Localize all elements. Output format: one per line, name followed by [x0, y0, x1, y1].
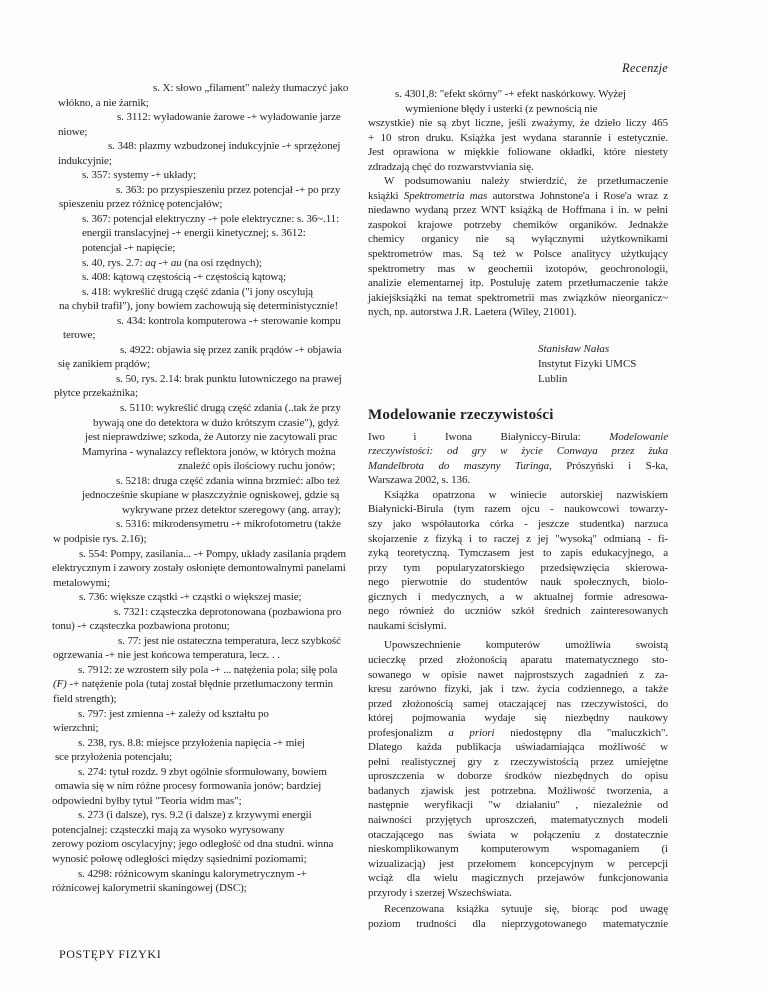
reviewer-signature-block [368, 342, 668, 387]
text: s. 348: plazmy wzbudzonej indukcyjnie -+ sprzężonej [108, 140, 341, 153]
text-line [52, 241, 370, 256]
text: Białynicki-Birula (tym razem ojcu - naukowcowi towarzy- [368, 503, 668, 516]
text-line [368, 276, 668, 291]
text-line [368, 604, 668, 619]
text-line [52, 837, 370, 852]
text: s. 238, rys. 8.8: miejsce przyłożenia napięcia -+ miej [78, 736, 305, 749]
text-line [52, 416, 370, 431]
text-line [52, 765, 370, 780]
text-line [52, 852, 370, 867]
text-line [368, 218, 668, 233]
text-line [52, 81, 370, 96]
text: s. 274: tytuł rozdz. 9 zbyt ogólnie sformułowany, bowiem [78, 765, 327, 778]
text: następnie weryfikacji "w działaniu" , niezależnie od [368, 799, 668, 812]
text: -+ natężenie pola (tutaj został błędnie przetłumaczony termin [66, 678, 334, 691]
text-line [368, 473, 668, 488]
text: s. 5316: mikrodensymetru -+ mikrofotometru (także [116, 518, 341, 531]
text: naukami ścisłymi. [368, 619, 447, 632]
text-line [368, 247, 668, 262]
text: zerowy poziom oscylacyjny; jego odległość od dna studni. winna [52, 838, 334, 851]
reviewer-city: Lublin [538, 372, 568, 385]
text-line [368, 160, 668, 175]
text-line [368, 842, 668, 857]
text: s. 418: wykreślić drugą część zdania ("i jony oscylują [82, 285, 313, 298]
running-head: Recenzje [621, 61, 668, 75]
text: wizualizacją) jest przełomem koncepcyjnym w percepcji [368, 857, 668, 870]
text: poziom trudności dla nieprzygotowanego matematycznie [368, 917, 668, 930]
text-line [52, 532, 370, 547]
text: s. 40, rys. 2.7: [82, 256, 146, 269]
text-line [52, 605, 370, 620]
text-line [52, 96, 370, 111]
text-line [52, 488, 370, 503]
text: której pojmowania wydaje się niezbędny naukowy [368, 712, 668, 725]
text: jednocześnie skupiane w płaszczyźnie ogniskowej, gdzie są [82, 489, 340, 502]
text: niedawno wydaną przez WNT książką de Hoffmana i in. w pełni [368, 204, 668, 217]
text-line [368, 857, 668, 872]
text: Dlatego każda publikacja uświadamiająca możliwość w [368, 741, 668, 754]
text-line [368, 917, 668, 932]
text: sowanego w opisie nawet najprostszych zagadnień z za- [368, 668, 668, 681]
text: omawia się w nim różne procesy formowania jonów; bardziej [55, 780, 322, 793]
text: nieskomplikowanym komputerowym wspomaganiem (i [368, 843, 668, 856]
text: s. 736: większe cząstki -+ cząstki o większej masie; [79, 591, 302, 604]
text-line [368, 232, 668, 247]
text: W podsumowaniu należy stwierdzić, że przetłumaczenie [384, 175, 668, 188]
text: odpowiedni byłby tytuł "Teoria widm mas"; [52, 794, 242, 807]
text-line [368, 532, 668, 547]
text-line [52, 299, 370, 314]
review-body [368, 430, 668, 932]
text-line [368, 517, 668, 532]
text: na chybił trafił"), jony bowiem zachowują się deterministycznie! [59, 300, 339, 313]
text-line [368, 697, 668, 712]
text-line [52, 561, 370, 576]
text-line [368, 430, 668, 445]
text-line [368, 726, 668, 741]
text: niedostępny dla "maluczkich". [494, 726, 669, 739]
text: znaleźć opis ilościowy ruchu jonów; [178, 460, 336, 473]
text-line [368, 784, 668, 799]
italic-text: Modelowanie [609, 430, 668, 443]
text: gicznych i medycznych, a w aktualnej formie adresowa- [368, 590, 668, 603]
text: s. 50, rys. 2.14: brak punktu lutowniczego na prawej [116, 372, 342, 385]
text-line [52, 139, 370, 154]
text-line [368, 87, 668, 102]
text-line [368, 291, 668, 306]
text-line [368, 189, 668, 204]
text: s. 5218: druga część zdania winna brzmieć: albo też [116, 474, 340, 487]
text: badanych zjawisk jest potrzebna. Możliwość tworzenia, a [368, 784, 668, 797]
text: wierzchni; [53, 722, 99, 735]
right-column [368, 87, 668, 931]
text: jakiejśksiążki na temat spektrometrii mas związków nieorganicz~ [368, 291, 668, 304]
text: przyrody i szerzej Wszechświata. [368, 886, 512, 899]
text-line [52, 677, 370, 692]
text-line [52, 547, 370, 562]
text: sce przyłożenia potencjału; [55, 751, 173, 764]
text: potencjał -+ napięcie; [82, 242, 176, 255]
italic-text: (F) [53, 678, 67, 691]
text-line [52, 459, 370, 474]
text: bywają one do detektora w dużo krótszym czasie"), gdyż [93, 416, 339, 429]
text-line [368, 871, 668, 886]
left-column-errata-list [52, 81, 370, 896]
text-line [368, 755, 668, 770]
text-line [368, 798, 668, 813]
text: , Prószyński i S-ka, [549, 459, 668, 472]
text: tonu) -+ cząsteczka pozbawiona protonu; [52, 620, 230, 633]
text-line [368, 131, 668, 146]
text-line [52, 430, 370, 445]
text-line [368, 459, 668, 474]
text-line [368, 546, 668, 561]
italic-text: Spektrometria mas [403, 189, 488, 202]
text-line [52, 808, 370, 823]
text: -+ [155, 256, 171, 269]
text: s. 367: potencjał elektryczny -+ pole elektryczne: s. 36~.11: [82, 212, 340, 225]
italic-text: a priori [448, 726, 495, 739]
text-line [368, 638, 668, 653]
text: płytce przekaźnika; [54, 387, 138, 400]
text: spieszeniu przez różnicę potencjałów; [59, 198, 223, 211]
text: wciąż dla wielu magicznych przejawów funkcjonowania [368, 872, 668, 885]
text-line [52, 270, 370, 285]
text: przy tym popularyzatorskiego przedsięwzięcia skierowa- [368, 561, 668, 574]
reviewer-name: Stanisław Nałas [538, 342, 610, 355]
text: różnicowej kalorymetrii skaningowej (DSC); [52, 882, 247, 895]
text-line [52, 372, 370, 387]
text: się zanikiem prądów; [58, 358, 151, 371]
italic-text: aq [145, 256, 156, 269]
text: s. 357: systemy -+ układy; [82, 169, 196, 182]
errata-list-continued [368, 87, 668, 320]
text: nego pierwotnie do studentów nauk społecznych, biolo- [368, 576, 668, 589]
text: książki [368, 189, 404, 202]
text: włókno, a nie żarnik; [58, 96, 149, 109]
text: terowe; [63, 329, 96, 342]
text: energii translacyjnej -+ energii kinetycznej; s. 3612: [82, 227, 306, 240]
text: s. 7321: cząsteczka deprotonowana (pozbawiona pro [114, 605, 342, 618]
text: s. 7912: ze wzrostem siły pola -+ ... natężenia pola; siłę pola [78, 663, 338, 676]
text: s. 4298: różnicowym skaningu kalorymetrycznym -+ [78, 867, 307, 880]
text: zaspokoi krajowe potrzeby chemików organików. Jednakże [368, 218, 668, 231]
text: profesjonalizm [368, 726, 449, 739]
text: s. 434: kontrola komputerowa -+ sterowanie kompu [117, 314, 341, 327]
text: wykrywane przez detektor szeregowy (ang. array); [122, 503, 341, 516]
text: elektrycznym i zawory zostały osłonięte demontowalnymi panelami [52, 562, 346, 575]
text: chemicy organicy nie są wyłącznymi użytkownikami [368, 233, 668, 246]
text-line [52, 576, 370, 591]
text: niowe; [58, 125, 88, 138]
text-line [368, 886, 668, 901]
text: pełni realistycznej gry z rzeczywistością przez umiejętne [368, 755, 668, 768]
text: kresu zarówno fizyki, jak i tzw. życia codziennego, a także [368, 683, 668, 696]
text: uproszczenia w doborze środków niezbędnych do opisu [368, 770, 668, 783]
text-line [52, 125, 370, 140]
text-line [52, 503, 370, 518]
text-line [52, 823, 370, 838]
review-section-heading: Modelowanie rzeczywistości [368, 406, 554, 423]
text-line [52, 736, 370, 751]
text: wynosić połowę odległości między sąsiednimi poziomami; [52, 852, 307, 865]
text-line [368, 444, 668, 459]
text: + 10 stron druku. Książka jest wydana starannie i estetycznie. [368, 131, 668, 144]
text-line [52, 445, 370, 460]
text: naiwności przyjętych uproszczeń, matematycznych modeli [368, 813, 668, 826]
text-line [368, 305, 668, 320]
text: s. 3112: wyładowanie żarowe -+ wyładowanie jarze [117, 111, 341, 124]
text: (na osi rzędnych); [181, 256, 262, 269]
text: spektrometry mas w geochemii izotopów, geochronologii, [368, 262, 668, 275]
text-line [368, 174, 668, 189]
text-line [52, 168, 370, 183]
text-line [52, 357, 370, 372]
text: otaczającego nas świata w połączeniu z dostatecznie [368, 828, 668, 841]
text-line [368, 769, 668, 784]
text-line [368, 902, 668, 917]
text: indukcyjnie; [58, 154, 112, 167]
text-line [368, 102, 668, 117]
text-line [52, 750, 370, 765]
text-line [52, 619, 370, 634]
text-line [368, 682, 668, 697]
italic-text: rzeczywistości: od gry w życie Conwaya przez żuka [368, 445, 668, 458]
text-line [52, 386, 370, 401]
text-line [52, 110, 370, 125]
text: Jest oprawiona w miękkie foliowane okładki, które niestety [368, 146, 668, 159]
text-line [52, 794, 370, 809]
text: Iwo i Iwona Białyniccy-Birula: [368, 430, 610, 443]
italic-text: au [170, 256, 182, 269]
text: Warszawa 2002, s. 136. [368, 474, 470, 487]
text: wymienione błędy i usterki (z pewnością nie [405, 102, 598, 115]
text-line [52, 183, 370, 198]
text: w podpisie rys. 2.16); [53, 532, 147, 545]
reviewer-affiliation: Instytut Fizyki UMCS [538, 357, 637, 370]
text-line [52, 197, 370, 212]
text: Mamyrina - wynalazcy reflektora jonów, w których można [82, 445, 336, 458]
text: autorstwa Johnstone'a i Rose'a wraz z [487, 189, 669, 202]
text: s. 4301,8: "efekt skórny" -+ efekt naskórkowy. Wyżej [395, 88, 626, 100]
text-line [368, 575, 668, 590]
text: Upowszechnienie komputerów umożliwia swoistą [384, 639, 668, 652]
text-line [52, 707, 370, 722]
text-line [368, 619, 668, 634]
text-line [368, 590, 668, 605]
text-line [368, 203, 668, 218]
text: skojarzenie z fizyką i to raczej z jej "wysoką" odmianą - fi- [368, 532, 668, 545]
text: s. 408: kątową częstością -+ częstością kątową; [82, 271, 287, 284]
text-line [368, 116, 668, 131]
text-line [52, 721, 370, 736]
text-line [52, 881, 370, 896]
text: nego również do uczniów szkół średnich zainteresowanych [368, 605, 668, 618]
text-line [52, 212, 370, 227]
text: s. 4922: objawia się przez zanik prądów -+ objawia [120, 343, 342, 356]
text-line [368, 828, 668, 843]
text: s. 363: po przyspieszeniu przez potencjał -+ po przy [116, 183, 341, 196]
text-line [52, 314, 370, 329]
text-line [52, 226, 370, 241]
text-line [52, 256, 370, 271]
text-line [52, 634, 370, 649]
text: jest nieprawdziwe; szkoda, że Autorzy nie zacytowali prac [85, 431, 338, 444]
text: nych, np. autorstwa J.R. Laetera (Wiley, 21001). [368, 306, 577, 319]
text: analizie elementarnej itp. Postuluję zatem przetłumaczenie także [368, 277, 668, 290]
text-line [368, 813, 668, 828]
text-line [368, 740, 668, 755]
text-line [52, 285, 370, 300]
text: potencjalnej: cząsteczki mają za wysoko wyrysowany [52, 823, 285, 836]
text: spektrometrów mas. Są też w Polsce analitycy użytkujący [368, 248, 668, 261]
text: zyką teoretyczną. Tymczasem jest to zapis edukacyjnego, a [368, 547, 668, 560]
text: s. 554: Pompy, zasilania... -+ Pompy, układy zasilania prądem [79, 547, 346, 560]
text-line [52, 401, 370, 416]
text-line [368, 668, 668, 683]
text: wszystkie) nie są zbyt liczne, jeśli zważymy, że dzieło liczy 465 [368, 117, 668, 130]
italic-text: Mandelbrota do maszyny Turinga [368, 459, 550, 472]
text: s. 5110: wykreślić drugą część zdania (..tak że przy [120, 402, 341, 415]
text: ucieczkę przed złożonością aparatu matematycznego sto- [368, 653, 668, 666]
text-line [52, 867, 370, 882]
text-line [368, 711, 668, 726]
text-line [368, 262, 668, 277]
text-line [52, 648, 370, 663]
text-line [52, 328, 370, 343]
text-line [368, 561, 668, 576]
text: ogrzewania -+ nie jest końcowa temperatura, lecz. . . [53, 649, 280, 662]
text-line [368, 488, 668, 503]
text: s. 77: jest nie ostateczna temperatura, lecz szybkość [118, 634, 341, 647]
text-line [52, 474, 370, 489]
text-line [52, 590, 370, 605]
text-line [52, 779, 370, 794]
text-line [52, 154, 370, 169]
text-line [52, 663, 370, 678]
text: Recenzowana książka sytuuje się, biorąc pod uwagę [384, 903, 668, 916]
text: przed złożonością samej otaczającej nas rzeczywistości, do [368, 697, 668, 710]
text-line [368, 502, 668, 517]
text: s. X: słowo „filament" należy tłumaczyć jako [153, 82, 349, 94]
text-line [52, 692, 370, 707]
text: szy jako współautorka córka - jeszcze studentka) narzuca [368, 518, 668, 531]
text: s. 797: jest zmienna -+ zależy od kształtu po [78, 707, 269, 720]
text-line [368, 653, 668, 668]
text-line [52, 343, 370, 358]
text: Książka opatrzona w winiecie autorskiej nazwiskiem [384, 488, 668, 501]
journal-footer: POSTĘPY FIZYKI [59, 947, 162, 961]
text-line [52, 517, 370, 532]
text-line [368, 145, 668, 160]
text: field strength); [53, 692, 117, 705]
text: s. 273 (i dalsze), rys. 9.2 (i dalsze) z krzywymi energii [78, 809, 312, 822]
text: metalowymi; [53, 576, 110, 589]
text: zdradzają chęć do rozwarstvviania się. [368, 160, 534, 173]
